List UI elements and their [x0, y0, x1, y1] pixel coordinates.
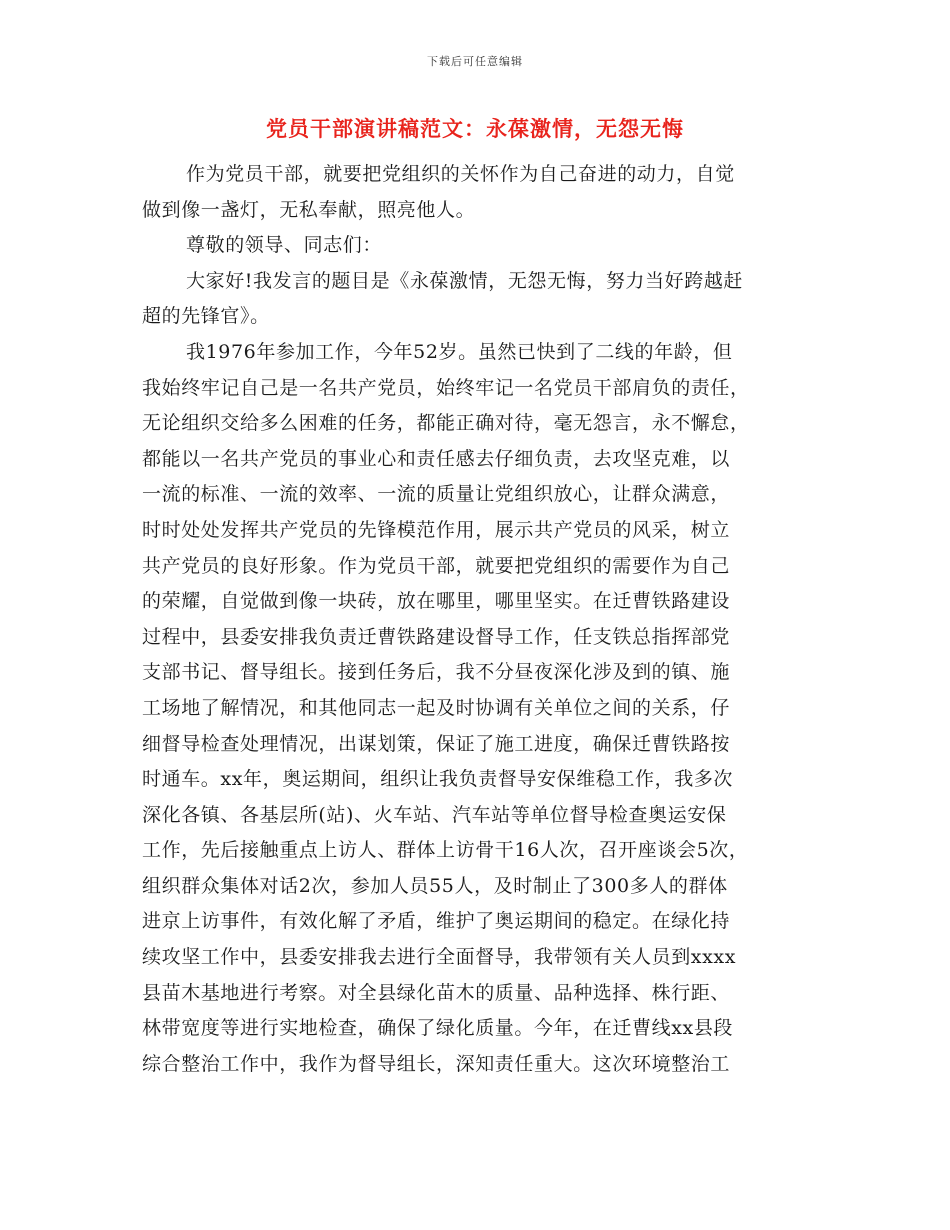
body-line: 支部书记、督导组长。接到任务后，我不分昼夜深化涉及到的镇、施	[142, 661, 731, 684]
body-line: 一流的标准、一流的效率、一流的质量让党组织放心，让群众满意，	[142, 483, 731, 506]
body-line: 做到像一盏灯，无私奉献，照亮他人。	[142, 198, 476, 221]
body-line: 时时处处发挥共产党员的先锋模范作用，展示共产党员的风采，树立	[142, 518, 731, 541]
body-line: 的荣耀，自觉做到像一块砖，放在哪里，哪里坚实。在迁曹铁路建设	[142, 590, 731, 613]
body-line: 大家好!我发言的题目是《永葆激情，无怨无悔，努力当好跨越赶	[186, 269, 744, 292]
body-line: 无论组织交给多么困难的任务，都能正确对待，毫无怨言，永不懈怠，	[142, 412, 750, 435]
body-line: 组织群众集体对话2次，参加人员55人，及时制止了300多人的群体	[142, 874, 728, 897]
body-line: 林带宽度等进行实地检查，确保了绿化质量。今年，在迁曹线xx县段	[142, 1017, 734, 1040]
body-line: 细督导检查处理情况，出谋划策，保证了施工进度，确保迁曹铁路按	[142, 732, 731, 755]
body-line: 县苗木基地进行考察。对全县绿化苗木的质量、品种选择、株行距、	[142, 981, 731, 1004]
body-line: 超的先锋官》。	[142, 305, 270, 328]
body-line: 我1976年参加工作，今年52岁。虽然已快到了二线的年龄，但	[186, 340, 733, 363]
body-line: 工作，先后接触重点上访人、群体上访骨干16人次，召开座谈会5次，	[142, 839, 749, 862]
body-line: 综合整治工作中，我作为督导组长，深知责任重大。这次环境整治工	[142, 1052, 731, 1075]
header-note: 下载后可任意编辑	[427, 55, 523, 68]
body-line: 深化各镇、各基层所(站)、火车站、汽车站等单位督导检查奥运安保	[142, 803, 727, 826]
body-line: 续攻坚工作中，县委安排我去进行全面督导，我带领有关人员到xxxx	[142, 946, 737, 969]
body-line: 作为党员干部，就要把党组织的关怀作为自己奋进的动力，自觉	[186, 163, 735, 185]
body-line: 都能以一名共产党员的事业心和责任感去仔细负责，去攻坚克难，以	[142, 447, 731, 470]
document-title: 党员干部演讲稿范文：永葆激情，无怨无悔	[266, 116, 684, 141]
document-body	[142, 157, 812, 1082]
body-line: 进京上访事件，有效化解了矛盾，维护了奥运期间的稳定。在绿化持	[142, 910, 731, 933]
body-line: 共产党员的良好形象。作为党员干部，就要把党组织的需要作为自己	[142, 554, 731, 577]
body-line: 过程中，县委安排我负责迁曹铁路建设督导工作，任支铁总指挥部党	[142, 625, 731, 648]
body-line: 工场地了解情况，和其他同志一起及时协调有关单位之间的关系，仔	[142, 696, 731, 719]
body-line: 尊敬的领导、同志们：	[186, 234, 383, 257]
body-line: 我始终牢记自己是一名共产党员，始终牢记一名党员干部肩负的责任，	[142, 376, 750, 399]
body-line: 时通车。xx年，奥运期间，组织让我负责督导安保维稳工作，我多次	[142, 768, 734, 791]
